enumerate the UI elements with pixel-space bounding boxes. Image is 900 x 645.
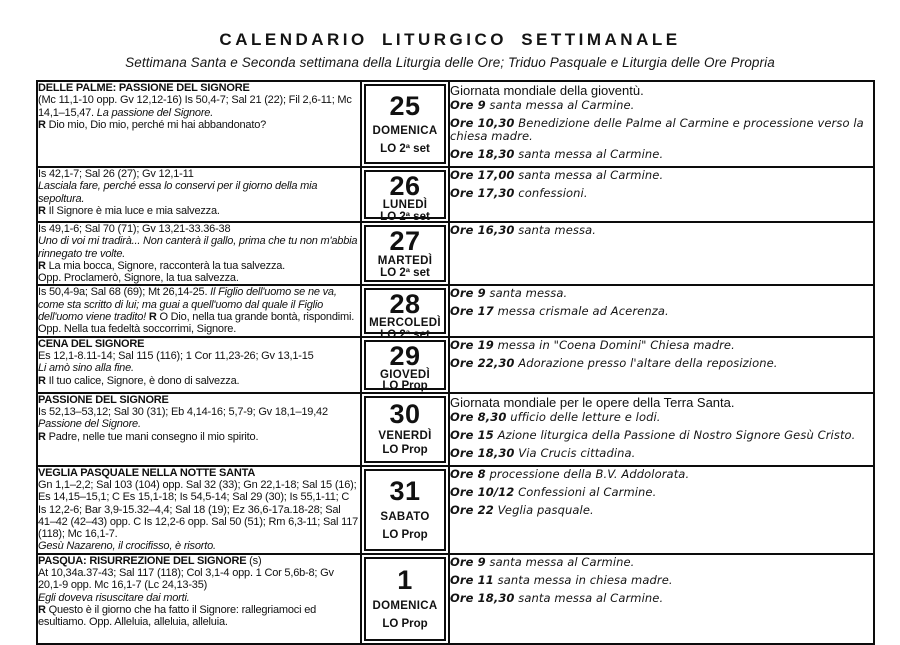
note-time: Ore 19 bbox=[450, 337, 494, 352]
reading-line: Egli doveva risuscitare dai morti. bbox=[38, 591, 190, 604]
reading-line: Li amò sino alla fine. bbox=[38, 362, 134, 375]
reading-line: R Dio mio, Dio mio, perché mi hai abbandonato? bbox=[38, 118, 267, 131]
note-time: Ore 9 bbox=[450, 98, 486, 112]
day-box bbox=[364, 170, 446, 223]
readings-cell bbox=[37, 285, 361, 336]
calendar-day-row bbox=[37, 167, 874, 222]
day-cell bbox=[361, 554, 449, 644]
handwritten-note: Ore 18,30 santa messa al Carmine. bbox=[450, 147, 664, 161]
note-time: Ore 10/12 bbox=[450, 484, 515, 499]
printed-note: Giornata mondiale della gioventù. bbox=[450, 83, 644, 98]
day-number: 30 bbox=[389, 399, 421, 430]
printed-note: Giornata mondiale per le opere della Terra Santa. bbox=[450, 394, 735, 410]
note-time: Ore 22,30 bbox=[450, 355, 515, 370]
day-box bbox=[364, 340, 446, 393]
note-time: Ore 8 bbox=[450, 466, 486, 481]
handwritten-note: Ore 18,30 Via Crucis cittadina. bbox=[450, 445, 636, 460]
liturgical-calendar-table bbox=[36, 80, 875, 645]
day-name: MERCOLEDÌ bbox=[369, 317, 441, 330]
reading-line: Passione del Signore. bbox=[38, 418, 141, 431]
note-time: Ore 8,30 bbox=[450, 409, 507, 424]
notes-cell bbox=[449, 81, 874, 167]
page-subtitle: Settimana Santa e Seconda settimana della Liturgia delle Ore; Triduo Pasquale e Liturgia delle Ore Propria bbox=[125, 55, 775, 70]
reading-line: Is 42,1-7; Sal 26 (27); Gv 12,1-11 bbox=[38, 168, 194, 180]
handwritten-note: Ore 17 messa crismale ad Acerenza. bbox=[450, 304, 669, 319]
liturgy-of-hours-label: LO Prop bbox=[382, 618, 428, 631]
note-time: Ore 18,30 bbox=[450, 147, 515, 161]
readings-cell bbox=[37, 222, 361, 285]
handwritten-note: Ore 11 santa messa in chiesa madre. bbox=[450, 572, 673, 587]
readings-cell bbox=[37, 81, 361, 167]
day-name: LUNEDÌ bbox=[382, 199, 428, 211]
day-number: 31 bbox=[389, 476, 421, 507]
day-number: 26 bbox=[389, 171, 421, 201]
handwritten-note: Ore 22 Veglia pasquale. bbox=[450, 502, 594, 517]
liturgy-of-hours-label: LO Prop bbox=[382, 444, 428, 457]
readings-cell bbox=[37, 554, 361, 644]
handwritten-note: Ore 22,30 Adorazione presso l'altare della reposizione. bbox=[450, 355, 778, 370]
day-cell bbox=[361, 285, 449, 341]
notes-cell bbox=[449, 167, 874, 222]
handwritten-note: Ore 9 santa messa. bbox=[450, 286, 568, 301]
day-number: 25 bbox=[389, 91, 421, 121]
day-box bbox=[364, 84, 446, 164]
readings-cell bbox=[37, 393, 361, 466]
handwritten-note: Ore 9 santa messa al Carmine. bbox=[450, 554, 635, 569]
liturgy-of-hours-label: LO Prop bbox=[382, 528, 428, 541]
page-header bbox=[0, 30, 900, 70]
note-time: Ore 9 bbox=[450, 554, 486, 569]
day-box bbox=[364, 225, 446, 282]
notes-cell bbox=[449, 466, 874, 554]
day-name: GIOVEDÌ bbox=[379, 368, 431, 381]
day-cell bbox=[361, 81, 449, 167]
day-cell bbox=[361, 167, 449, 222]
reading-line: R Il tuo calice, Signore, è dono di salvezza. bbox=[38, 374, 240, 387]
calendar-day-row bbox=[37, 393, 874, 466]
reading-line: Gn 1,1–2,2; Sal 103 (104) opp. Sal 32 (33); Gn 22,1-18; Sal 15 (16); Es 14,15–15,1; C Es 15,1-18; Is 54,5-14; Sal 29 (30); Is 55,1-11; C Is 12,2-6; Bar 3,9-15.32–4,4; Sal 18 (19); Ez 36,6-17a.18-28; Sal 41–42 (42–43) opp. C Is 12,2-6 opp. Sal 50 (51); Rm 6,3-11; Sal 117 (118); Mc 16,1-7. bbox=[38, 478, 359, 541]
liturgy-of-hours-label: LO 2ª set bbox=[380, 210, 430, 223]
handwritten-note: Ore 18,30 santa messa al Carmine. bbox=[450, 590, 664, 605]
reading-line: PASSIONE DEL SIGNORE bbox=[38, 393, 169, 406]
notes-cell bbox=[449, 337, 874, 393]
handwritten-note: Ore 8 processione della B.V. Addolorata. bbox=[450, 466, 690, 481]
day-name: SABATO bbox=[380, 510, 430, 523]
reading-line: Es 12,1-8.11-14; Sal 115 (116); 1 Cor 11,23-26; Gv 13,1-15 bbox=[38, 349, 314, 362]
note-time: Ore 17,30 bbox=[450, 186, 515, 200]
calendar-day-row bbox=[37, 285, 874, 336]
note-time: Ore 18,30 bbox=[450, 590, 515, 605]
handwritten-note: Ore 10/12 Confessioni al Carmine. bbox=[450, 484, 657, 499]
reading-line: Lasciala fare, perché essa lo conservi per il giorno della mia sepoltura. bbox=[38, 180, 318, 205]
day-cell bbox=[361, 393, 449, 466]
day-box bbox=[364, 396, 446, 463]
reading-line: R La mia bocca, Signore, racconterà la tua salvezza. bbox=[38, 259, 286, 272]
reading-line: R Padre, nelle tue mani consegno il mio spirito. bbox=[38, 430, 259, 443]
handwritten-note: Ore 15 Azione liturgica della Passione di Nostro Signore Gesù Cristo. bbox=[450, 427, 856, 442]
note-time: Ore 22 bbox=[450, 502, 494, 517]
liturgy-of-hours-label: LO Prop bbox=[382, 380, 428, 393]
calendar-day-row bbox=[37, 337, 874, 393]
liturgy-of-hours-label: LO 2ª set bbox=[380, 142, 430, 155]
note-time: Ore 11 bbox=[450, 572, 494, 587]
day-cell bbox=[361, 222, 449, 285]
reading-line: DELLE PALME: PASSIONE DEL SIGNORE bbox=[38, 82, 250, 94]
reading-line: Opp. Proclamerò, Signore, la tua salvezza. bbox=[38, 272, 239, 285]
calendar-day-row bbox=[37, 81, 874, 167]
day-number: 28 bbox=[389, 289, 421, 320]
reading-line: PASQUA: RISURREZIONE DEL SIGNORE (s) bbox=[38, 554, 262, 567]
day-name: DOMENICA bbox=[372, 125, 438, 137]
liturgy-of-hours-label: LO 2ª set bbox=[380, 328, 430, 341]
reading-line: Is 50,4-9a; Sal 68 (69); Mt 26,14-25. Il Figlio dell'uomo se ne va, come sta scritto di lui; ma guai a quell'uomo dal quale il Figlio dell'uomo viene tradito! R O Dio, nella tua grande bontà, rispondimi. Opp. Nella tua fedeltà soccorrimi, Signore. bbox=[38, 286, 355, 336]
note-time: Ore 16,30 bbox=[450, 223, 515, 237]
day-name: MARTEDÌ bbox=[377, 254, 433, 267]
reading-line: Is 49,1-6; Sal 70 (71); Gv 13,21-33.36-38 bbox=[38, 223, 231, 235]
handwritten-note: Ore 9 santa messa al Carmine. bbox=[450, 98, 635, 112]
handwritten-note: Ore 10,30 Benedizione delle Palme al Carmine e processione verso la chiesa madre. bbox=[450, 116, 864, 143]
handwritten-note: Ore 16,30 santa messa. bbox=[450, 223, 596, 237]
reading-line: (Mc 11,1-10 opp. Gv 12,12-16) Is 50,4-7; Sal 21 (22); Fil 2,6-11; Mc 14,1–15,47. La passione del Signore. bbox=[38, 94, 352, 119]
reading-line: VEGLIA PASQUALE NELLA NOTTE SANTA bbox=[38, 466, 256, 479]
note-time: Ore 9 bbox=[450, 286, 486, 301]
calendar-day-row bbox=[37, 554, 874, 644]
reading-line: At 10,34a.37-43; Sal 117 (118); Col 3,1-4 opp. 1 Cor 5,6b-8; Gv 20,1-9 opp. Mc 16,1-7 (Lc 24,13-35) bbox=[38, 567, 334, 592]
calendar-day-row bbox=[37, 222, 874, 285]
reading-line: R Il Signore è mia luce e mia salvezza. bbox=[38, 204, 220, 217]
handwritten-note: Ore 8,30 ufficio delle letture e lodi. bbox=[450, 409, 661, 424]
reading-line: R Questo è il giorno che ha fatto il Signore: rallegriamoci ed esultiamo. Opp. Alleluia, alleluia, alleluia. bbox=[38, 603, 317, 629]
day-box bbox=[364, 288, 446, 341]
note-time: Ore 17 bbox=[450, 304, 494, 319]
note-time: Ore 17,00 bbox=[450, 168, 515, 182]
note-time: Ore 15 bbox=[450, 427, 494, 442]
day-cell bbox=[361, 466, 449, 554]
calendar-day-row bbox=[37, 466, 874, 554]
note-time: Ore 18,30 bbox=[450, 445, 515, 460]
day-number: 1 bbox=[397, 564, 413, 595]
notes-cell bbox=[449, 393, 874, 466]
note-time: Ore 10,30 bbox=[450, 116, 515, 130]
day-box bbox=[364, 469, 446, 551]
handwritten-note: Ore 17,30 confessioni. bbox=[450, 186, 588, 200]
handwritten-note: Ore 19 messa in "Coena Domini" Chiesa madre. bbox=[450, 337, 735, 352]
readings-cell bbox=[37, 337, 361, 393]
notes-cell bbox=[449, 554, 874, 644]
readings-cell bbox=[37, 167, 361, 222]
reading-line: Is 52,13–53,12; Sal 30 (31); Eb 4,14-16; 5,7-9; Gv 18,1–19,42 bbox=[38, 405, 328, 418]
notes-cell bbox=[449, 222, 874, 285]
day-number: 27 bbox=[389, 226, 421, 257]
readings-cell bbox=[37, 466, 361, 554]
liturgy-of-hours-label: LO 2ª set bbox=[380, 266, 430, 279]
day-number: 29 bbox=[389, 340, 421, 371]
day-name: VENERDÌ bbox=[378, 430, 432, 443]
reading-line: Gesù Nazareno, il crocifisso, è risorto. bbox=[38, 540, 216, 553]
page-title: CALENDARIO LITURGICO SETTIMANALE bbox=[219, 30, 681, 49]
handwritten-note: Ore 17,00 santa messa al Carmine. bbox=[450, 168, 664, 182]
day-name: DOMENICA bbox=[372, 599, 438, 612]
day-box bbox=[364, 557, 446, 641]
reading-line: CENA DEL SIGNORE bbox=[38, 337, 145, 350]
reading-line: Uno di voi mi tradirà... Non canterà il gallo, prima che tu non m'abbia rinnegato tre volte. bbox=[38, 235, 358, 260]
notes-cell bbox=[449, 285, 874, 336]
day-cell bbox=[361, 337, 449, 393]
